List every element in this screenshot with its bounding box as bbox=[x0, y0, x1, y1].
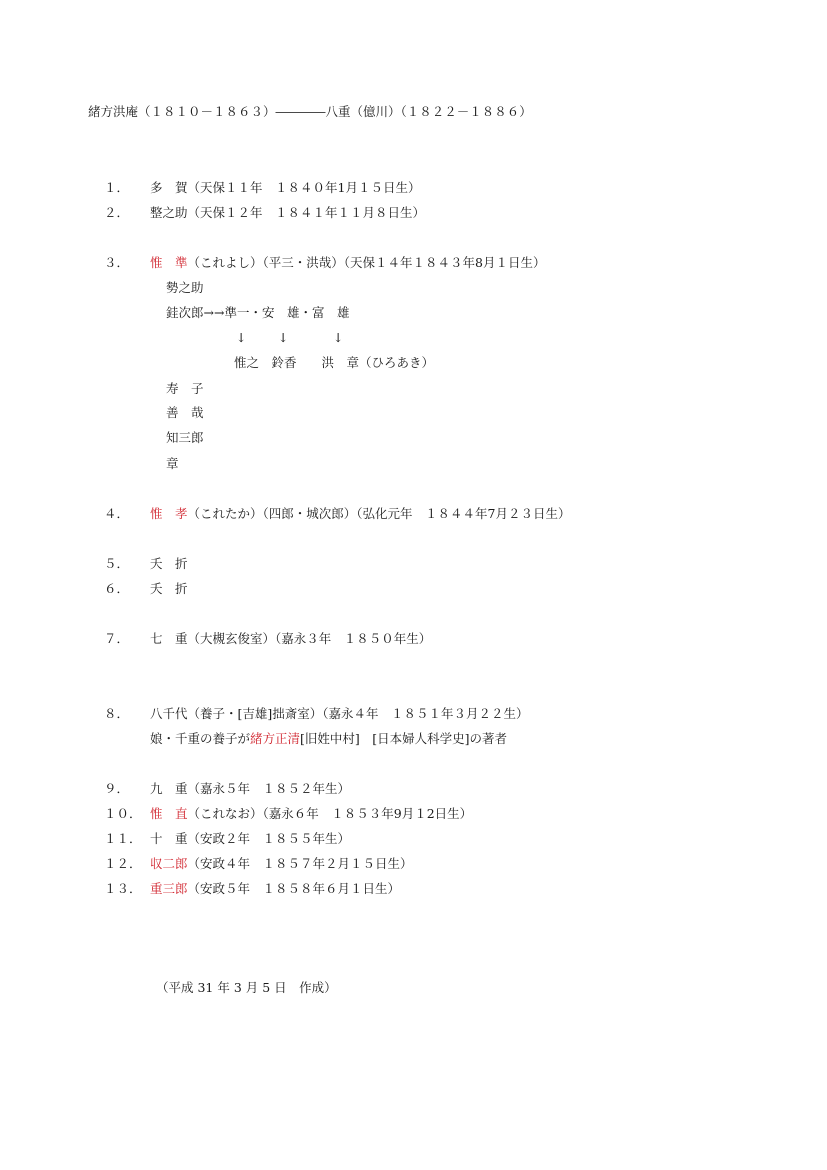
child-name: 十 重 bbox=[150, 831, 188, 846]
entry-number: ５． bbox=[104, 556, 130, 571]
entry-line bbox=[150, 205, 425, 221]
entry-number: ４． bbox=[104, 506, 130, 521]
child-name: 重三郎 bbox=[150, 881, 188, 896]
entry-number: １３． bbox=[104, 881, 142, 896]
child-details: （これなお）（嘉永６年 １８５３年9月１2日生） bbox=[187, 806, 473, 821]
entry-number: ３． bbox=[104, 255, 130, 270]
entry-number: ６． bbox=[104, 581, 130, 596]
entry-line bbox=[150, 631, 431, 647]
grandchild-name: 知三郎 bbox=[166, 430, 204, 445]
child-details: （天保１１年 １８４０年1月１５日生） bbox=[187, 180, 421, 195]
child-name: 収二郎 bbox=[150, 856, 188, 871]
child-details: （嘉永５年 １８５２年生） bbox=[187, 781, 351, 796]
grandchild-name: 善 哉 bbox=[166, 405, 204, 420]
down-arrow-icon: ↓ bbox=[236, 330, 247, 345]
entry-number: ７． bbox=[104, 631, 130, 646]
entry-line bbox=[150, 781, 350, 797]
entry-line bbox=[150, 706, 529, 722]
entry-line bbox=[150, 506, 570, 522]
entry-number: ９． bbox=[104, 781, 130, 796]
down-arrow-icon: ↓ bbox=[278, 330, 289, 345]
entry-line bbox=[150, 255, 545, 271]
child-name: 多 賀 bbox=[150, 180, 188, 195]
child-details: （養子・[吉雄]拙斎室）（嘉永４年 １８５１年３月２２生） bbox=[187, 706, 529, 721]
child-name: 惟 直 bbox=[150, 806, 188, 821]
adoption-note bbox=[150, 731, 507, 747]
creation-date: （平成 31 年 3 月 5 日 作成） bbox=[156, 980, 337, 995]
child-name: 惟 孝 bbox=[150, 506, 188, 521]
child-details: （安政４年 １８５７年２月１５日生） bbox=[187, 856, 413, 871]
child-name: 夭 折 bbox=[150, 556, 188, 571]
entry-line bbox=[150, 180, 420, 196]
child-name: 八千代 bbox=[150, 706, 188, 721]
child-name: 夭 折 bbox=[150, 581, 188, 596]
entry-line bbox=[150, 831, 350, 847]
child-details: （これよし）（平三・洪哉）（天保１４年１８４３年8月１日生） bbox=[187, 255, 546, 270]
entry-number: １２． bbox=[104, 856, 142, 871]
child-details: （これたか）（四郎・城次郎）（弘化元年 １８４４年7月２３日生） bbox=[187, 506, 571, 521]
entry-line bbox=[150, 881, 400, 897]
child-name: 七 重 bbox=[150, 631, 188, 646]
down-arrow-icon: ↓ bbox=[333, 330, 344, 345]
child-details: （安政５年 １８５８年６月１日生） bbox=[187, 881, 401, 896]
grandchild-line: 銈次郎→→準一・安 雄・富 雄 bbox=[166, 305, 350, 320]
great-grandchildren-line: 惟之 鈴香 洪 章（ひろあき） bbox=[234, 355, 435, 370]
grandchild-name: 寿 子 bbox=[166, 381, 204, 396]
child-details: （安政２年 １８５５年生） bbox=[187, 831, 351, 846]
entry-number: １． bbox=[104, 180, 130, 195]
child-name: 惟 準 bbox=[150, 255, 188, 270]
entry-number: １０． bbox=[104, 806, 142, 821]
child-name: 九 重 bbox=[150, 781, 188, 796]
entry-line bbox=[150, 806, 472, 822]
grandchild-name: 章 bbox=[166, 456, 179, 471]
note-text: [旧姓中村] [日本婦人科学史]の著者 bbox=[300, 731, 508, 746]
child-details: （大槻玄俊室）（嘉永３年 １８５０年生） bbox=[187, 631, 432, 646]
entry-line bbox=[150, 856, 413, 872]
family-header: 緒方洪庵（１８１０－１８６３）――――八重（億川）（１８２２－１８８６） bbox=[88, 104, 532, 119]
highlighted-name: 緒方正清 bbox=[250, 731, 301, 746]
grandchild-name: 勢之助 bbox=[166, 280, 204, 295]
child-name: 整之助 bbox=[150, 205, 188, 220]
note-text: 娘・千重の養子が bbox=[150, 731, 251, 746]
entry-number: １１． bbox=[104, 831, 142, 846]
child-details: （天保１２年 １８４１年１１月８日生） bbox=[187, 205, 426, 220]
entry-number: ８． bbox=[104, 706, 130, 721]
entry-number: ２． bbox=[104, 205, 130, 220]
